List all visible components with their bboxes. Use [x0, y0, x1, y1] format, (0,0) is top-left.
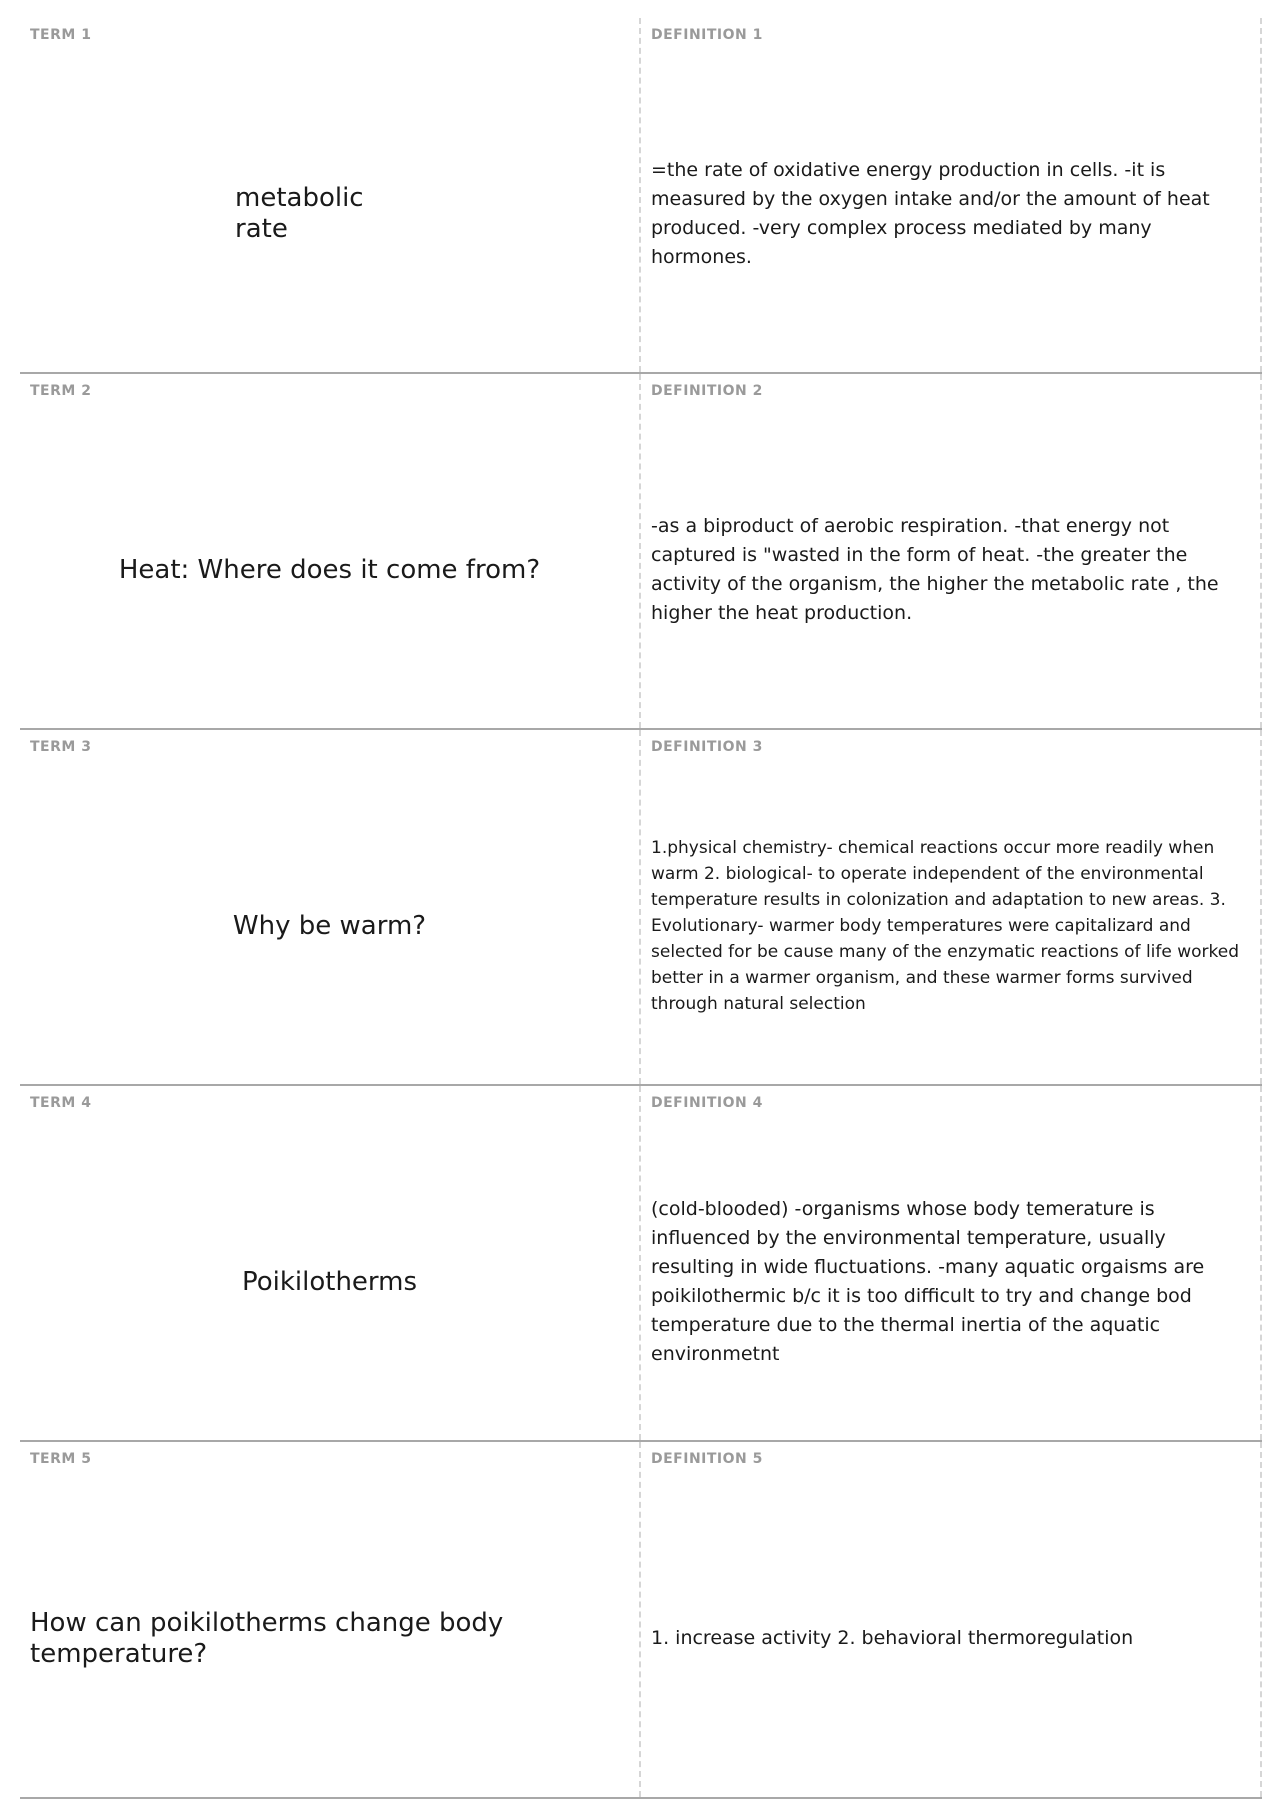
term-body [20, 768, 639, 1084]
term-cell-1 [20, 18, 641, 372]
term-text: Why be warm? [232, 910, 427, 941]
card-row-1 [20, 18, 1262, 374]
definition-label: DEFINITION 5 [651, 1451, 763, 1467]
term-body [20, 1480, 639, 1797]
definition-cell-3 [641, 730, 1262, 1084]
definition-cell-5 [641, 1442, 1262, 1797]
term-label: TERM 3 [30, 739, 92, 755]
definition-cell-4 [641, 1086, 1262, 1440]
flashcard-sheet [20, 18, 1262, 1799]
definition-cell-1 [641, 18, 1262, 372]
definition-label: DEFINITION 2 [651, 383, 763, 399]
definition-text: -as a biproduct of aerobic respiration. -that energy not captured is "wasted in the form of heat. -the greater the activity of the organism, the higher the metabolic rate , the higher the heat production. [651, 515, 1219, 624]
definition-body [641, 1124, 1260, 1440]
term-text: metabolic rate [235, 183, 364, 244]
term-text: Heat: Where does it come from? [118, 554, 541, 585]
definition-body [641, 1480, 1260, 1797]
definition-body [641, 56, 1260, 372]
term-cell-5 [20, 1442, 641, 1797]
term-text: How can poikilotherms change body temperature? [30, 1607, 504, 1669]
definition-label: DEFINITION 3 [651, 739, 763, 755]
term-label: TERM 2 [30, 383, 92, 399]
term-cell-3 [20, 730, 641, 1084]
definition-body [641, 768, 1260, 1084]
card-row-3 [20, 730, 1262, 1086]
definition-text: 1.physical chemistry- chemical reactions occur more readily when warm 2. biological- to operate independent of the environmental temperature results in colonization and adaptation to new areas. 3. Evolutionary- warmer body temperatures were capitalizard and selected for be cause many of the enzymatic reactions of life worked better in a warmer organism, and these warmer forms survived through natural selection [651, 838, 1240, 1014]
term-cell-2 [20, 374, 641, 728]
definition-body [641, 412, 1260, 728]
definition-text: =the rate of oxidative energy production in cells. -it is measured by the oxygen intake and/or the amount of heat produced. -very complex process mediated by many hormones. [651, 159, 1210, 268]
term-body [20, 56, 639, 372]
definition-cell-2 [641, 374, 1262, 728]
card-row-4 [20, 1086, 1262, 1442]
definition-label: DEFINITION 4 [651, 1095, 763, 1111]
term-body [20, 1124, 639, 1440]
term-label: TERM 1 [30, 27, 92, 43]
card-row-2 [20, 374, 1262, 730]
term-cell-4 [20, 1086, 641, 1440]
card-row-5 [20, 1442, 1262, 1799]
definition-text: 1. increase activity 2. behavioral thermoregulation [651, 1627, 1134, 1649]
definition-label: DEFINITION 1 [651, 27, 763, 43]
term-body [20, 412, 639, 728]
definition-text: (cold-blooded) -organisms whose body temerature is influenced by the environmental temperature, usually resulting in wide fluctuations. -many aquatic orgaisms are poikilothermic b/c it is too difficult to try and change bod temperature due to the thermal inertia of the aquatic environmetnt [651, 1198, 1205, 1365]
term-text: Poikilotherms [241, 1266, 418, 1297]
term-label: TERM 5 [30, 1451, 92, 1467]
term-label: TERM 4 [30, 1095, 92, 1111]
